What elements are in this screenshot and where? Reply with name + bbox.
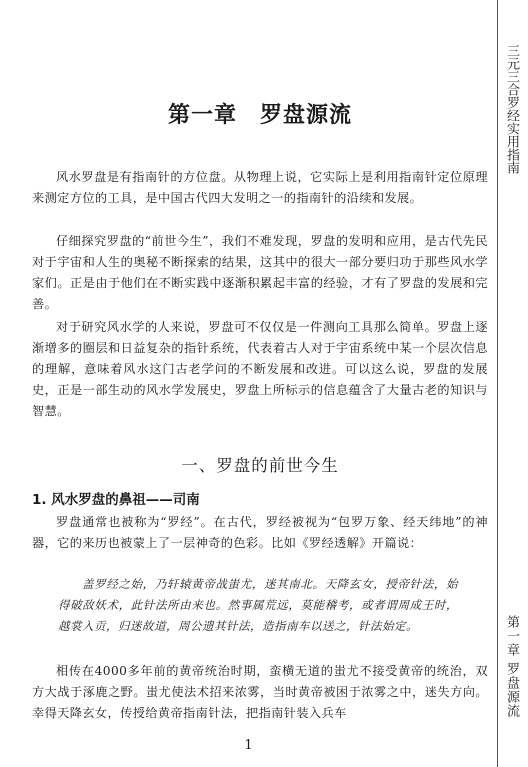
margin-divider xyxy=(497,0,498,767)
paragraph-3: 对于研究风水学的人来说，罗盘可不仅仅是一件测向工具那么简单。罗盘上逐渐增多的圈层和日益复杂的指针系统，代表着古人对于宇宙系统中某一个层次信息的理解，意味着风水这门古老学问的不断发展和改进。可以这么说，罗盘的发展史，正是一部生动的风水学发展史，罗盘上所标示的信息蕴含了大量古老的知识与智慧。 xyxy=(32,320,488,418)
classical-quotation: 盖罗经之始，乃轩辕黄帝战蚩尤，迷其南北。天降玄女，授帝针法，始得破敌妖术，此针法所由来也。然事属荒远，莫能稽考，或者谓周成王时，越裳入贡，归迷故道，周公遗其针法，造指南车以送之，针法始定。 xyxy=(58,577,458,633)
subsection-title: 1. 风水罗盘的鼻祖——司南 xyxy=(32,492,200,508)
continuation-paragraph: 相传在4000多年前的黄帝统治时期，蛮横无道的蚩尤不接受黄帝的统治，双方大战于涿鹿之野。蚩尤使法术招来浓雾，当时黄帝被困于浓雾之中，迷失方向。幸得天降玄女，传授给黄帝指南针法，把指南针装入兵车 xyxy=(32,664,488,720)
page-number: 1 xyxy=(244,738,253,753)
chapter-title: 第一章 罗盘源流 xyxy=(167,103,352,128)
running-chapter-label: 第一章 罗盘源流 xyxy=(504,615,519,719)
paragraph-1: 风水罗盘是有指南针的方位盘。从物理上说，它实际上是利用指南针定位原理来测定方位的工具，是中国古代四大发明之一的指南针的沿续和发展。 xyxy=(32,170,488,205)
running-book-title: 三元三合罗经实用指南 xyxy=(504,44,519,174)
paragraph-2: 仔细探究罗盘的“前世今生”，我们不难发现，罗盘的发明和应用，是古代先民对于宇宙和人生的奥秘不断探索的结果，这其中的很大一部分要归功于那些风水学家们。正是由于他们在不断实践中逐渐积累起丰富的经验，才有了罗盘的发展和完善。 xyxy=(32,234,488,311)
section-title: 一、罗盘的前世今生 xyxy=(181,456,339,475)
section-intro-paragraph: 罗盘通常也被称为“罗经”。在古代，罗经被视为“包罗万象、经天纬地”的神器，它的来历也被蒙上了一层神奇的色彩。比如《罗经透解》开篇说： xyxy=(32,515,488,550)
